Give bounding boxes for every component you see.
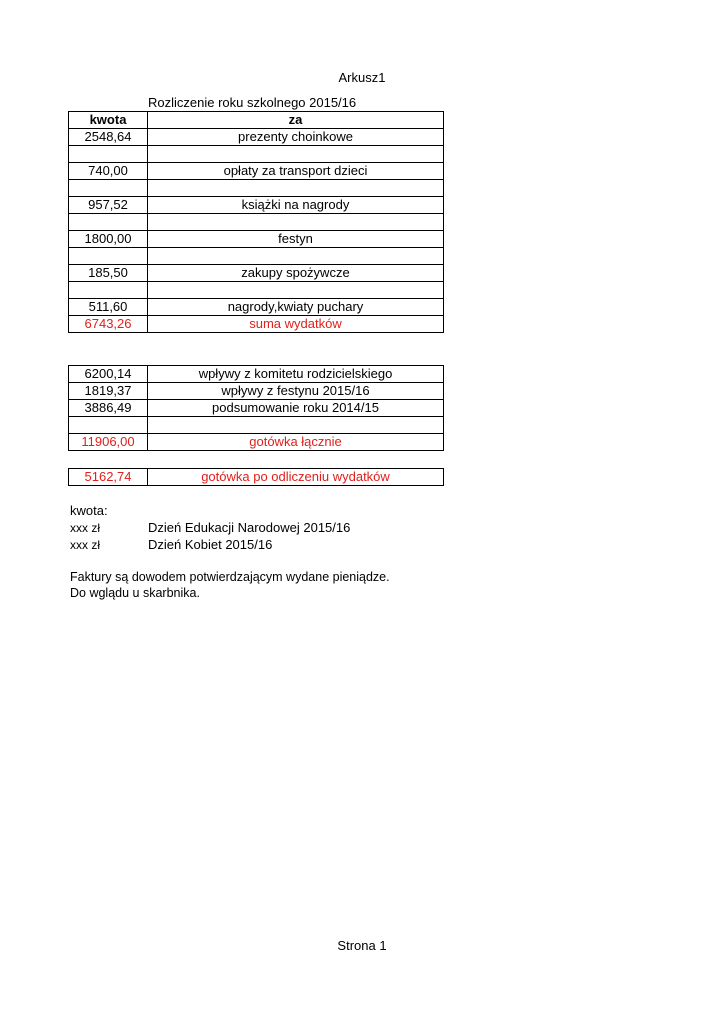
purpose-cell[interactable]: zakupy spożywcze [148,265,444,282]
purpose-cell[interactable]: wpływy z komitetu rodzicielskiego [148,366,444,383]
purpose-cell[interactable] [148,417,444,434]
note-description: Dzień Edukacji Narodowej 2015/16 [148,520,351,535]
header-amount-cell[interactable]: kwota [69,112,148,129]
sheet-name: Arkusz1 [338,70,386,85]
purpose-cell[interactable] [148,180,444,197]
note-item [70,520,350,535]
amount-cell[interactable]: 740,00 [69,163,148,180]
note-item [70,537,272,552]
note-amount: xxx zł [70,538,100,552]
amount-cell[interactable]: 2548,64 [69,129,148,146]
amount-cell[interactable] [69,417,148,434]
table-title: Rozliczenie roku szkolnego 2015/16 [148,95,357,110]
header-purpose-cell[interactable]: za [148,112,444,129]
table-row [69,265,444,282]
page-number: Strona 1 [337,938,387,953]
purpose-cell[interactable]: wpływy z festynu 2015/16 [148,383,444,400]
treasurer-note: Do wglądu u skarbnika. [70,586,200,600]
amount-cell[interactable]: 1819,37 [69,383,148,400]
purpose-cell[interactable] [148,214,444,231]
table-row [69,129,444,146]
purpose-cell[interactable] [148,146,444,163]
amount-cell[interactable] [69,282,148,299]
total-cash-amount[interactable]: 11906,00 [69,434,148,451]
table-row [69,146,444,163]
total-row [69,316,444,333]
amount-cell[interactable]: 6200,14 [69,366,148,383]
income-table [68,365,444,451]
purpose-cell[interactable]: książki na nagrody [148,197,444,214]
purpose-cell[interactable]: nagrody,kwiaty puchary [148,299,444,316]
total-expenses-label[interactable]: suma wydatków [148,316,444,333]
table-row [69,417,444,434]
total-expenses-amount[interactable]: 6743,26 [69,316,148,333]
invoice-note: Faktury są dowodem potwierdzającym wydane pieniądze. [70,570,390,584]
balance-amount[interactable]: 5162,74 [69,469,148,486]
purpose-cell[interactable] [148,248,444,265]
table-row [69,180,444,197]
table-row [69,282,444,299]
table-row [69,214,444,231]
table-row [69,163,444,180]
expenses-table [68,111,444,333]
amount-cell[interactable]: 957,52 [69,197,148,214]
balance-row [69,469,444,486]
purpose-cell[interactable]: opłaty za transport dzieci [148,163,444,180]
note-amount: xxx zł [70,521,100,535]
table-header-row [69,112,444,129]
table-row [69,197,444,214]
table-row [69,231,444,248]
balance-label[interactable]: gotówka po odliczeniu wydatków [148,469,444,486]
table-row [69,383,444,400]
amount-cell[interactable] [69,146,148,163]
table-row [69,248,444,265]
purpose-cell[interactable]: podsumowanie roku 2014/15 [148,400,444,417]
notes-label: kwota: [70,503,108,518]
amount-cell[interactable] [69,248,148,265]
note-description: Dzień Kobiet 2015/16 [148,537,273,552]
table-row [69,400,444,417]
amount-cell[interactable]: 511,60 [69,299,148,316]
table-row [69,366,444,383]
amount-cell[interactable]: 3886,49 [69,400,148,417]
total-cash-label[interactable]: gotówka łącznie [148,434,444,451]
balance-table [68,468,444,486]
amount-cell[interactable]: 1800,00 [69,231,148,248]
purpose-cell[interactable] [148,282,444,299]
total-row [69,434,444,451]
purpose-cell[interactable]: prezenty choinkowe [148,129,444,146]
table-row [69,299,444,316]
amount-cell[interactable]: 185,50 [69,265,148,282]
amount-cell[interactable] [69,180,148,197]
purpose-cell[interactable]: festyn [148,231,444,248]
amount-cell[interactable] [69,214,148,231]
